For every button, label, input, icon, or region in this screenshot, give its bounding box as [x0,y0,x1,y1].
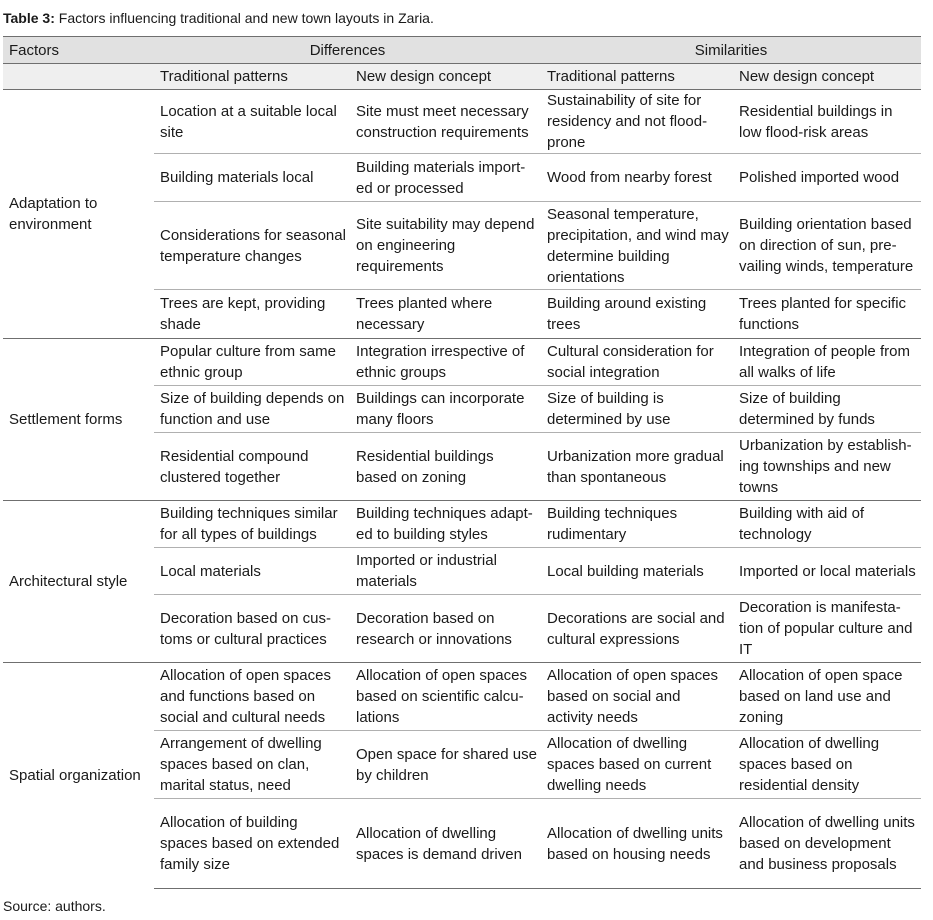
table-cell: Size of building depends on function and use [154,386,350,433]
table-cell: Sustainability of site for residency and not flood-prone [541,90,733,154]
table-cell: Allocation of dwelling spaces based on residential density [733,731,921,799]
table-cell: Popular culture from same ethnic group [154,339,350,386]
table-body [3,90,921,889]
table-cell: Wood from nearby forest [541,154,733,202]
table-cell: Integration irrespective of ethnic groups [350,339,541,386]
table-cell: Integration of people from all walks of life [733,339,921,386]
header-row-sub [3,64,921,90]
header-sim-traditional: Traditional patterns [541,64,733,90]
table-cell: Seasonal temperature, precipitation, and wind may determine building orientations [541,202,733,290]
header-diff-new: New design concept [350,64,541,90]
table-cell: Allocation of open space based on land use and zoning [733,663,921,731]
table-cell: Building around existing trees [541,290,733,339]
table-row [3,90,921,154]
table-cell: Allocation of open spaces and functions based on social and cultural needs [154,663,350,731]
table-cell: Urbanization by establish-ing townships and new towns [733,433,921,501]
table-cell: Polished imported wood [733,154,921,202]
table-cell: Local building materials [541,548,733,595]
table-cell: Allocation of dwelling spaces is demand driven [350,799,541,889]
table-cell: Building with aid of technology [733,501,921,548]
header-blank [3,64,154,90]
table-cell: Decoration based on cus-toms or cultural practices [154,595,350,663]
factors-table [3,36,921,889]
table-cell: Building materials import-ed or processed [350,154,541,202]
table-cell: Decoration is manifesta-tion of popular culture and IT [733,595,921,663]
table-cell: Imported or local materials [733,548,921,595]
table-cell: Trees planted for specific functions [733,290,921,339]
table-cell: Considerations for seasonal temperature changes [154,202,350,290]
table-cell: Trees planted where necessary [350,290,541,339]
table-cell: Site suitability may depend on engineering requirements [350,202,541,290]
table-row [3,501,921,548]
table-cell: Allocation of open spaces based on scientific calcu-lations [350,663,541,731]
table-cell: Local materials [154,548,350,595]
header-row-main [3,37,921,64]
table-cell: Trees are kept, providing shade [154,290,350,339]
table-cell: Building materials local [154,154,350,202]
table-cell: Site must meet necessary construction requirements [350,90,541,154]
factor-cell: Settlement forms [3,339,154,501]
table-header [3,37,921,90]
header-similarities: Similarities [541,37,921,64]
table-cell: Building techniques adapt-ed to building styles [350,501,541,548]
table-cell: Allocation of dwelling units based on housing needs [541,799,733,889]
factor-cell: Spatial organization [3,663,154,889]
table-cell: Residential compound clustered together [154,433,350,501]
table-caption-label: Table 3: [3,10,55,26]
header-factors: Factors [3,37,154,64]
table-cell: Building techniques rudimentary [541,501,733,548]
table-caption-text: Factors influencing traditional and new town layouts in Zaria. [54,10,434,26]
header-diff-traditional: Traditional patterns [154,64,350,90]
table-cell: Buildings can incorporate many floors [350,386,541,433]
table-cell: Building techniques similar for all types of buildings [154,501,350,548]
table-cell: Residential buildings in low flood-risk areas [733,90,921,154]
factor-cell: Architectural style [3,501,154,663]
header-differences: Differences [154,37,541,64]
table-cell: Allocation of open spaces based on social and activity needs [541,663,733,731]
table-cell: Decoration based on research or innovations [350,595,541,663]
table-row [3,339,921,386]
table-cell: Location at a suitable local site [154,90,350,154]
header-sim-new: New design concept [733,64,921,90]
table-cell: Decorations are social and cultural expressions [541,595,733,663]
table-cell: Arrangement of dwelling spaces based on clan, marital status, need [154,731,350,799]
table-cell: Urbanization more gradual than spontaneous [541,433,733,501]
table-cell: Open space for shared use by children [350,731,541,799]
table-cell: Building orientation based on direction of sun, pre-vailing winds, temperature [733,202,921,290]
table-cell: Size of building is determined by use [541,386,733,433]
factor-cell: Adaptation to environment [3,90,154,339]
table-cell: Allocation of building spaces based on extended family size [154,799,350,889]
table-cell: Cultural consideration for social integration [541,339,733,386]
table-cell: Allocation of dwelling spaces based on current dwelling needs [541,731,733,799]
table-caption [3,9,434,27]
table-cell: Imported or industrial materials [350,548,541,595]
table-cell: Size of building determined by funds [733,386,921,433]
table-cell: Allocation of dwelling units based on development and business proposals [733,799,921,889]
table-row [3,663,921,731]
source-note: Source: authors. [3,898,106,914]
table-cell: Residential buildings based on zoning [350,433,541,501]
